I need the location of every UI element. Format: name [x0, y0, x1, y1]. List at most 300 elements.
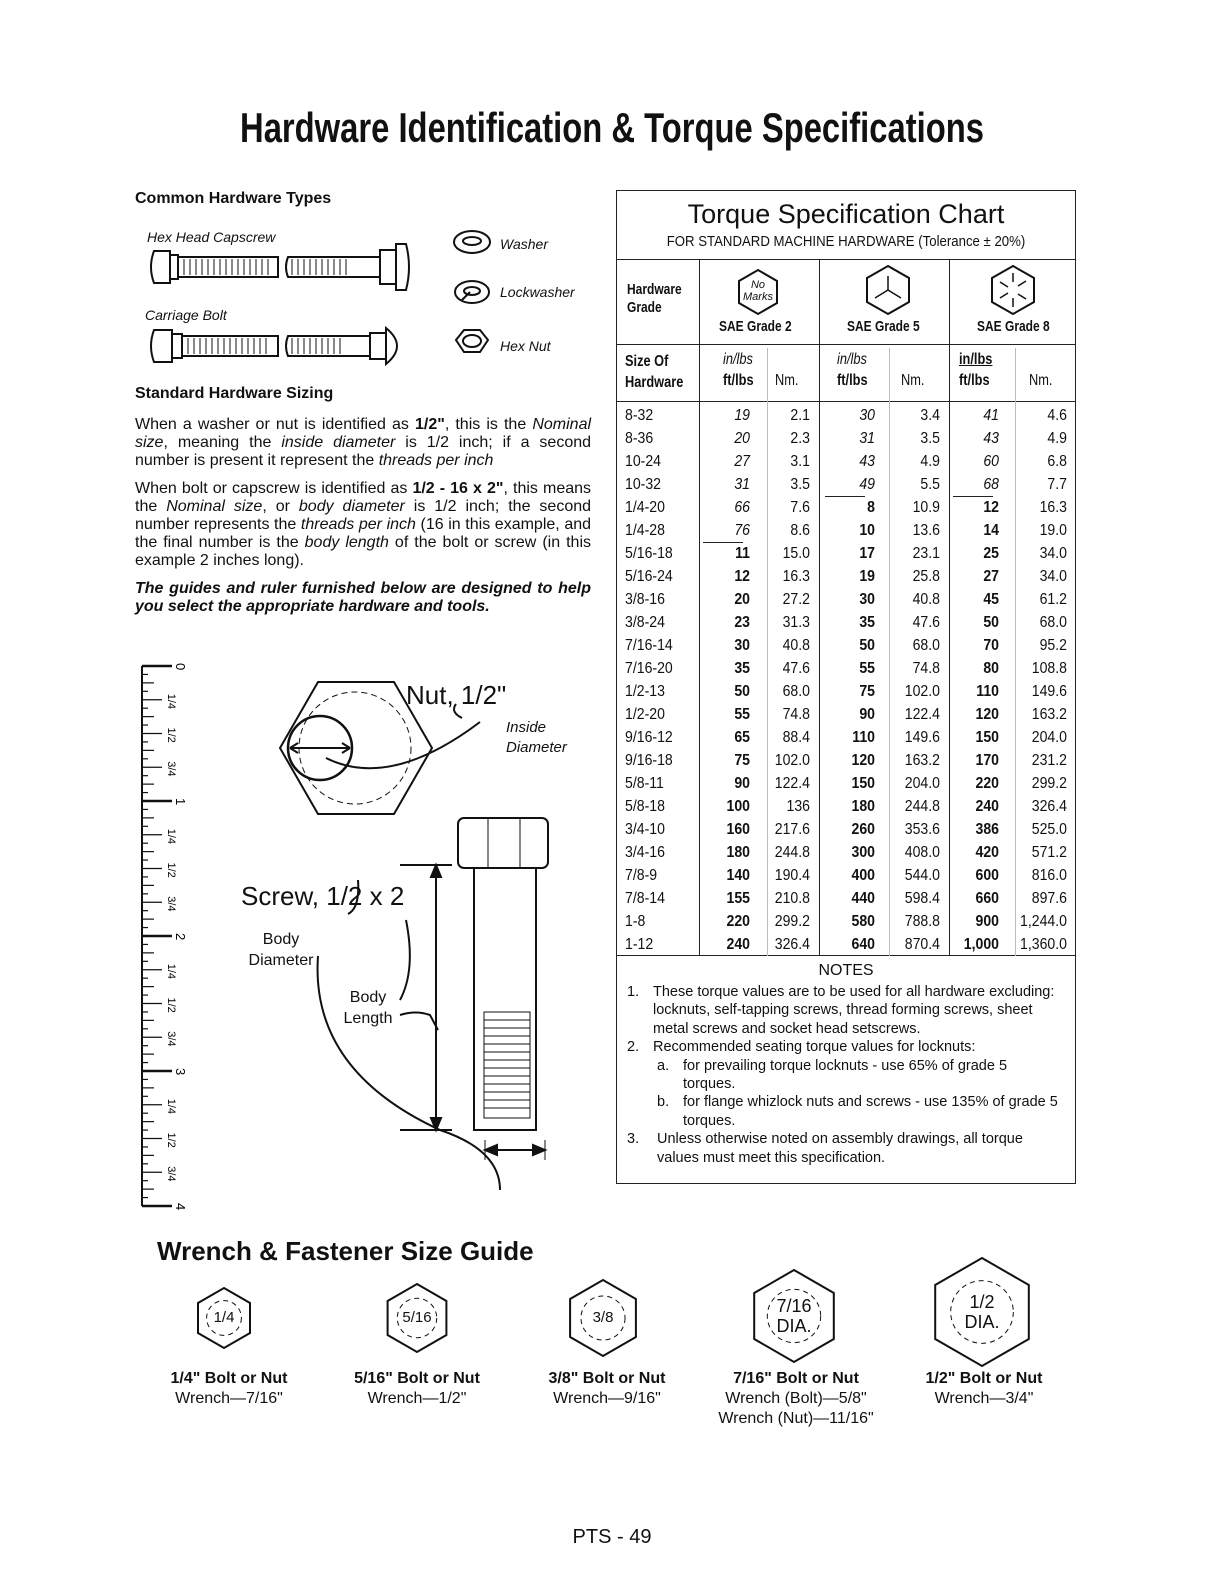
divider	[617, 401, 1075, 402]
torque-g8nm-cell: 4.6	[1047, 407, 1067, 424]
grade2-label: SAE Grade 2	[719, 318, 792, 335]
torque-chart-title: Torque Specification Chart	[687, 199, 1005, 229]
hardware-size-cell: 1/4-28	[625, 522, 665, 539]
divider	[617, 259, 1075, 260]
note-item	[627, 1057, 1063, 1094]
note-number: b.	[657, 1094, 670, 1111]
hex-size-icon	[561, 1276, 645, 1360]
torque-g8-cell: 70	[983, 637, 999, 654]
hardware-grade-line2: Grade	[627, 299, 662, 316]
inside-diameter-label	[506, 718, 567, 758]
table-row	[617, 496, 1077, 519]
table-row	[617, 818, 1077, 841]
torque-g5-cell: 50	[859, 637, 875, 654]
torque-chart-subtitle: FOR STANDARD MACHINE HARDWARE (Tolerance ± 20%)	[666, 233, 1026, 250]
hex-size-label	[561, 1308, 645, 1328]
page-number: PTS - 49	[572, 1526, 652, 1548]
torque-g8nm-cell: 231.2	[1031, 752, 1067, 769]
bolt-size: 5/16" Bolt or Nut	[354, 1370, 480, 1387]
wrench-caption	[512, 1369, 702, 1409]
torque-g2nm-cell: 74.8	[782, 706, 810, 723]
torque-g2nm-cell: 27.2	[782, 591, 810, 608]
divider	[825, 496, 865, 497]
bolt-size: 7/16" Bolt or Nut	[733, 1370, 859, 1387]
torque-g2nm-cell: 136	[786, 798, 810, 815]
torque-g8nm-cell: 95.2	[1039, 637, 1067, 654]
torque-g2-cell: 27	[734, 453, 750, 470]
torque-g8nm-cell: 149.6	[1031, 683, 1067, 700]
torque-g5-cell: 19	[859, 568, 875, 585]
torque-g8nm-cell: 1,360.0	[1020, 936, 1067, 953]
hardware-illustrations	[140, 230, 600, 380]
torque-g5nm-cell: 163.2	[904, 752, 940, 769]
hex-size-dia: DIA.	[964, 1312, 1000, 1332]
ruler-label: 1/4	[165, 828, 177, 845]
torque-g8-cell: 68	[983, 476, 999, 493]
divider	[767, 348, 768, 956]
torque-g8nm-cell: 19.0	[1039, 522, 1067, 539]
wrench-guide-heading: Wrench & Fastener Size Guide	[157, 1236, 534, 1266]
table-row	[617, 588, 1077, 611]
torque-g5nm-cell: 40.8	[912, 591, 940, 608]
grade2-inlbs-header: in/lbs	[723, 351, 753, 368]
hardware-size-cell: 1/2-13	[625, 683, 665, 700]
torque-g5-cell: 31	[859, 430, 875, 447]
torque-g2nm-cell: 16.3	[782, 568, 810, 585]
hardware-size-cell: 8-32	[625, 407, 654, 424]
torque-g2-cell: 35	[734, 660, 750, 677]
torque-g8-cell: 110	[976, 683, 999, 700]
torque-g2-cell: 11	[735, 545, 750, 562]
bolt-size: 3/8" Bolt or Nut	[548, 1370, 666, 1387]
torque-g2-cell: 66	[734, 499, 750, 516]
note-text: for prevailing torque locknuts - use 65% of grade 5 torques.	[683, 1057, 1008, 1093]
torque-g8-cell: 660	[975, 890, 999, 907]
torque-g8-cell: 12	[983, 499, 999, 516]
torque-g2-cell: 50	[734, 683, 750, 700]
grade5-marks-icon	[863, 263, 913, 317]
hex-size-label	[744, 1296, 844, 1336]
torque-g8nm-cell: 897.6	[1031, 890, 1067, 907]
note-number: a.	[657, 1057, 670, 1074]
wrench-size-nut: Wrench (Nut)—11/16"	[718, 1410, 874, 1427]
hex-size-label	[924, 1292, 1040, 1332]
torque-g2nm-cell: 3.5	[790, 476, 810, 493]
table-row	[617, 404, 1077, 427]
torque-g5-cell: 43	[859, 453, 875, 470]
torque-g2nm-cell: 2.1	[790, 407, 810, 424]
sizing-heading: Standard Hardware Sizing	[135, 385, 334, 402]
sizing-paragraph-1: When a washer or nut is identified as 1/2", this is the Nominal size, meaning the inside diameter is 1/2 inch; if a second number is present it represent the threads per inch	[135, 416, 592, 469]
torque-g2-cell: 160	[726, 821, 750, 838]
torque-g5nm-cell: 244.8	[904, 798, 940, 815]
torque-g8nm-cell: 1,244.0	[1020, 913, 1067, 930]
hardware-size-cell: 9/16-12	[625, 729, 673, 746]
torque-g8nm-cell: 571.2	[1031, 844, 1067, 861]
torque-g2-cell: 180	[726, 844, 750, 861]
divider	[703, 542, 743, 543]
ruler-label: 1	[173, 798, 188, 806]
notes-heading: NOTES	[818, 962, 874, 979]
torque-g8nm-cell: 204.0	[1031, 729, 1067, 746]
no-marks-line2: Marks	[743, 291, 773, 303]
hardware-size-cell: 3/8-16	[625, 591, 665, 608]
table-row	[617, 795, 1077, 818]
grade8-nm-header: Nm.	[1029, 372, 1053, 389]
torque-g5-cell: 10	[859, 522, 875, 539]
torque-g2-cell: 19	[734, 407, 750, 424]
hardware-size-cell: 3/8-24	[625, 614, 665, 631]
table-row	[617, 749, 1077, 772]
torque-g8-cell: 170	[975, 752, 999, 769]
size-of-line1: Size Of	[625, 353, 669, 370]
hardware-size-cell: 1/4-20	[625, 499, 665, 516]
hex-size-dia: DIA.	[776, 1316, 812, 1336]
hex-size-value: 1/2	[969, 1292, 995, 1312]
divider	[889, 348, 890, 956]
torque-g5nm-cell: 788.8	[904, 913, 940, 930]
ruler-label: 3	[173, 1068, 188, 1076]
ruler-label: 2	[173, 933, 188, 941]
torque-g2-cell: 100	[726, 798, 750, 815]
washer-label: Washer	[500, 236, 548, 252]
ruler-label: 1/2	[165, 1132, 177, 1148]
inside-label-line1: Inside	[506, 719, 547, 736]
torque-g5-cell: 260	[851, 821, 875, 838]
note-number: 2.	[627, 1039, 640, 1056]
torque-g2-cell: 220	[726, 913, 750, 930]
table-row	[617, 726, 1077, 749]
ruler-label: 1/2	[165, 862, 177, 878]
body-length-line2: Length	[343, 1010, 393, 1027]
torque-g8-cell: 27	[983, 568, 999, 585]
table-row	[617, 680, 1077, 703]
table-row	[617, 772, 1077, 795]
torque-g2nm-cell: 7.6	[790, 499, 810, 516]
size-of-line2: Hardware	[625, 374, 684, 391]
torque-g5-cell: 300	[851, 844, 875, 861]
torque-g8nm-cell: 816.0	[1031, 867, 1067, 884]
grade8-inlbs-header: in/lbs	[959, 351, 993, 368]
inside-label-line2: Diameter	[506, 739, 567, 756]
table-row	[617, 864, 1077, 887]
torque-g2-cell: 140	[726, 867, 750, 884]
torque-g5nm-cell: 23.1	[912, 545, 940, 562]
note-item	[627, 1130, 1063, 1167]
hex-size-label	[379, 1308, 455, 1328]
torque-g5nm-cell: 544.0	[904, 867, 940, 884]
ruler-label: 1/2	[165, 997, 177, 1013]
torque-g8-cell: 900	[975, 913, 999, 930]
torque-g5nm-cell: 204.0	[904, 775, 940, 792]
torque-g8nm-cell: 34.0	[1039, 545, 1067, 562]
table-row	[617, 841, 1077, 864]
torque-g2nm-cell: 122.4	[774, 775, 810, 792]
bolt-size: 1/2" Bolt or Nut	[925, 1370, 1043, 1387]
hardware-size-cell: 7/8-9	[625, 867, 658, 884]
torque-g8nm-cell: 163.2	[1031, 706, 1067, 723]
hex-size-value: 7/16	[776, 1296, 812, 1316]
grade8-marks-icon	[988, 263, 1038, 317]
hardware-size-cell: 7/16-14	[625, 637, 673, 654]
wrench-size: Wrench—9/16"	[553, 1390, 661, 1407]
torque-g8-cell: 25	[983, 545, 999, 562]
torque-g5nm-cell: 68.0	[912, 637, 940, 654]
hardware-size-cell: 5/16-24	[625, 568, 673, 585]
note-text: Unless otherwise noted on assembly drawings, all torque values must meet this specification.	[657, 1131, 1023, 1166]
hardware-size-cell: 7/8-14	[625, 890, 665, 907]
torque-g2-cell: 155	[726, 890, 750, 907]
ruler-label: 3/4	[165, 1166, 177, 1182]
torque-g2-cell: 31	[734, 476, 750, 493]
grade8-label: SAE Grade 8	[977, 318, 1050, 335]
torque-g8-cell: 240	[975, 798, 999, 815]
table-row	[617, 703, 1077, 726]
torque-g2nm-cell: 3.1	[790, 453, 810, 470]
hardware-grade-label	[627, 281, 682, 317]
torque-g5nm-cell: 13.6	[912, 522, 940, 539]
size-of-hardware-label	[625, 351, 683, 393]
torque-g5-cell: 110	[852, 729, 875, 746]
grade2-nm-header: Nm.	[775, 372, 799, 389]
carriage-bolt-drawing	[151, 328, 397, 364]
hex-size-icon	[924, 1254, 1040, 1370]
table-row	[617, 565, 1077, 588]
torque-g5-cell: 150	[851, 775, 875, 792]
washer-drawing	[454, 231, 490, 253]
torque-g5nm-cell: 10.9	[912, 499, 940, 516]
torque-g5nm-cell: 47.6	[912, 614, 940, 631]
hex-size-icon	[379, 1280, 455, 1356]
torque-g8nm-cell: 16.3	[1039, 499, 1067, 516]
torque-g5nm-cell: 25.8	[912, 568, 940, 585]
body-diameter-label	[241, 929, 321, 971]
hardware-size-cell: 3/4-16	[625, 844, 665, 861]
hardware-grade-line1: Hardware	[627, 281, 682, 298]
torque-g2nm-cell: 102.0	[774, 752, 810, 769]
ruler-label: 1/4	[165, 963, 177, 980]
torque-g8-cell: 45	[983, 591, 999, 608]
notes-list	[627, 983, 1063, 1167]
hardware-size-cell: 5/8-18	[625, 798, 665, 815]
torque-g8nm-cell: 326.4	[1031, 798, 1067, 815]
torque-g2nm-cell: 47.6	[782, 660, 810, 677]
torque-g5-cell: 55	[859, 660, 875, 677]
torque-g2nm-cell: 299.2	[774, 913, 810, 930]
torque-g2nm-cell: 217.6	[774, 821, 810, 838]
torque-g2nm-cell: 2.3	[790, 430, 810, 447]
hardware-size-cell: 9/16-18	[625, 752, 673, 769]
common-hardware-heading: Common Hardware Types	[135, 190, 332, 207]
torque-g2nm-cell: 40.8	[782, 637, 810, 654]
hardware-size-cell: 8-36	[625, 430, 654, 447]
wrench-size: Wrench—1/2"	[367, 1390, 467, 1407]
ruler-label: 1/4	[165, 1098, 177, 1115]
note-text: for flange whizlock nuts and screws - use 135% of grade 5 torques.	[683, 1094, 1058, 1129]
hardware-size-cell: 5/8-11	[625, 775, 664, 792]
hardware-size-cell: 10-32	[625, 476, 662, 493]
torque-g2nm-cell: 326.4	[774, 936, 810, 953]
grade5-label: SAE Grade 5	[847, 318, 920, 335]
screw-label: Screw, 1/2 x 2	[241, 881, 405, 911]
torque-g8-cell: 150	[975, 729, 999, 746]
table-row	[617, 634, 1077, 657]
lockwasher-label: Lockwasher	[500, 284, 575, 300]
torque-g2nm-cell: 68.0	[782, 683, 810, 700]
sizing-text	[135, 416, 591, 626]
carriage-bolt-label: Carriage Bolt	[145, 307, 227, 323]
wrench-caption	[134, 1369, 324, 1409]
torque-g5-cell: 120	[851, 752, 875, 769]
torque-g8nm-cell: 7.7	[1047, 476, 1067, 493]
divider	[953, 496, 993, 497]
torque-g2nm-cell: 210.8	[774, 890, 810, 907]
note-item	[627, 983, 1063, 1038]
torque-g2-cell: 75	[734, 752, 750, 769]
torque-g2-cell: 23	[734, 614, 750, 631]
body-diameter-line1: Body	[262, 931, 300, 948]
wrench-caption	[696, 1369, 896, 1429]
torque-g8-cell: 1,000	[963, 936, 999, 953]
torque-g8nm-cell: 525.0	[1031, 821, 1067, 838]
ruler-label: 1/2	[165, 727, 177, 743]
grade5-ftlbs-header: ft/lbs	[837, 372, 868, 389]
hex-head-capscrew-label: Hex Head Capscrew	[147, 229, 276, 245]
hex-size-label	[190, 1308, 258, 1328]
hex-size-icon	[190, 1284, 258, 1352]
torque-g2nm-cell: 31.3	[782, 614, 810, 631]
table-row	[617, 450, 1077, 473]
sizing-paragraph-2: When bolt or capscrew is identified as 1/2 - 16 x 2", this means the Nominal size, or body diameter is 1/2 inch; the second number represents the threads per inch (16 in this example, and the final number is the body length of the bolt or screw (in this example 2 inches long).	[135, 480, 592, 569]
torque-g5-cell: 35	[859, 614, 875, 631]
hardware-size-cell: 1/2-20	[625, 706, 665, 723]
wrench-caption	[322, 1369, 512, 1409]
torque-g5-cell: 440	[851, 890, 875, 907]
ruler-label: 1/4	[165, 693, 177, 710]
torque-g8-cell: 60	[983, 453, 999, 470]
torque-g8-cell: 50	[983, 614, 999, 631]
note-item	[627, 1038, 1063, 1056]
hex-nut-label: Hex Nut	[500, 338, 551, 354]
torque-table-body	[617, 404, 1077, 956]
hex-capscrew-drawing	[151, 244, 409, 290]
hardware-size-cell: 1-12	[625, 936, 654, 953]
torque-g5-cell: 8	[867, 499, 875, 516]
torque-g5-cell: 75	[859, 683, 875, 700]
table-row	[617, 887, 1077, 910]
lockwasher-drawing	[455, 281, 489, 303]
guide-note: The guides and ruler furnished below are designed to help you select the appropriate hardware and tools.	[135, 580, 591, 615]
torque-g8nm-cell: 108.8	[1031, 660, 1067, 677]
torque-g2-cell: 76	[734, 522, 750, 539]
torque-g8nm-cell: 299.2	[1031, 775, 1067, 792]
torque-g8nm-cell: 68.0	[1039, 614, 1067, 631]
torque-g5nm-cell: 4.9	[920, 453, 940, 470]
ruler-label: 0	[173, 663, 188, 671]
torque-g2-cell: 65	[734, 729, 750, 746]
torque-g2nm-cell: 88.4	[782, 729, 810, 746]
wrench-size: Wrench (Bolt)—5/8"	[725, 1390, 867, 1407]
wrench-caption	[889, 1369, 1079, 1409]
torque-g5-cell: 180	[851, 798, 875, 815]
torque-g5nm-cell: 74.8	[912, 660, 940, 677]
torque-g5nm-cell: 102.0	[904, 683, 940, 700]
hardware-size-cell: 5/16-18	[625, 545, 673, 562]
torque-g8-cell: 41	[983, 407, 999, 424]
note-text: Recommended seating torque values for locknuts:	[653, 1039, 976, 1056]
torque-g5nm-cell: 122.4	[904, 706, 940, 723]
table-row	[617, 910, 1077, 933]
body-length-label	[335, 987, 401, 1029]
ruler-label: 3/4	[165, 761, 177, 777]
torque-chart	[616, 190, 1076, 1184]
body-diameter-line2: Diameter	[248, 952, 314, 969]
note-text: These torque values are to be used for all hardware excluding: locknuts, self-tapping screws, thread forming screws, sheet metal screws and socket head setscrews.	[653, 984, 1055, 1037]
torque-g2-cell: 240	[726, 936, 750, 953]
body-length-line1: Body	[349, 989, 387, 1006]
torque-g2-cell: 20	[734, 430, 750, 447]
hex-size-value: 3/8	[592, 1309, 614, 1326]
torque-g5-cell: 17	[859, 545, 875, 562]
torque-g5nm-cell: 3.5	[920, 430, 940, 447]
grade2-ftlbs-header: ft/lbs	[723, 372, 754, 389]
torque-g8-cell: 43	[983, 430, 999, 447]
torque-g2nm-cell: 15.0	[782, 545, 810, 562]
table-row	[617, 933, 1077, 956]
table-row	[617, 519, 1077, 542]
wrench-size: Wrench—7/16"	[175, 1390, 283, 1407]
torque-g5-cell: 640	[851, 936, 875, 953]
hardware-size-cell: 3/4-10	[625, 821, 665, 838]
torque-g2-cell: 30	[734, 637, 750, 654]
page-title: Hardware Identification & Torque Specifications	[240, 104, 984, 151]
torque-g8nm-cell: 4.9	[1047, 430, 1067, 447]
torque-g5nm-cell: 598.4	[904, 890, 940, 907]
torque-g2nm-cell: 8.6	[790, 522, 810, 539]
torque-g5-cell: 400	[851, 867, 875, 884]
hardware-size-cell: 7/16-20	[625, 660, 673, 677]
hardware-size-cell: 10-24	[625, 453, 662, 470]
torque-g5-cell: 30	[859, 591, 875, 608]
hex-size-icon	[744, 1266, 844, 1366]
torque-g8-cell: 80	[983, 660, 999, 677]
torque-g2-cell: 90	[734, 775, 750, 792]
torque-g5-cell: 580	[851, 913, 875, 930]
table-row	[617, 427, 1077, 450]
torque-g2-cell: 55	[734, 706, 750, 723]
torque-g2-cell: 20	[734, 591, 750, 608]
table-row	[617, 542, 1077, 565]
torque-g5nm-cell: 3.4	[920, 407, 940, 424]
torque-g8-cell: 420	[975, 844, 999, 861]
no-marks-label	[735, 279, 781, 303]
torque-g5nm-cell: 353.6	[904, 821, 940, 838]
torque-g5-cell: 49	[859, 476, 875, 493]
torque-g8-cell: 600	[975, 867, 999, 884]
grade8-ftlbs-header: ft/lbs	[959, 372, 990, 389]
torque-g2nm-cell: 190.4	[774, 867, 810, 884]
table-row	[617, 657, 1077, 680]
note-item	[627, 1093, 1063, 1130]
note-number: 3.	[627, 1131, 640, 1148]
inch-ruler	[138, 660, 198, 1220]
table-row	[617, 611, 1077, 634]
table-row	[617, 473, 1077, 496]
note-number: 1.	[627, 984, 640, 1000]
nut-label: Nut, 1/2"	[406, 680, 507, 710]
torque-g8nm-cell: 34.0	[1039, 568, 1067, 585]
torque-g5nm-cell: 408.0	[904, 844, 940, 861]
